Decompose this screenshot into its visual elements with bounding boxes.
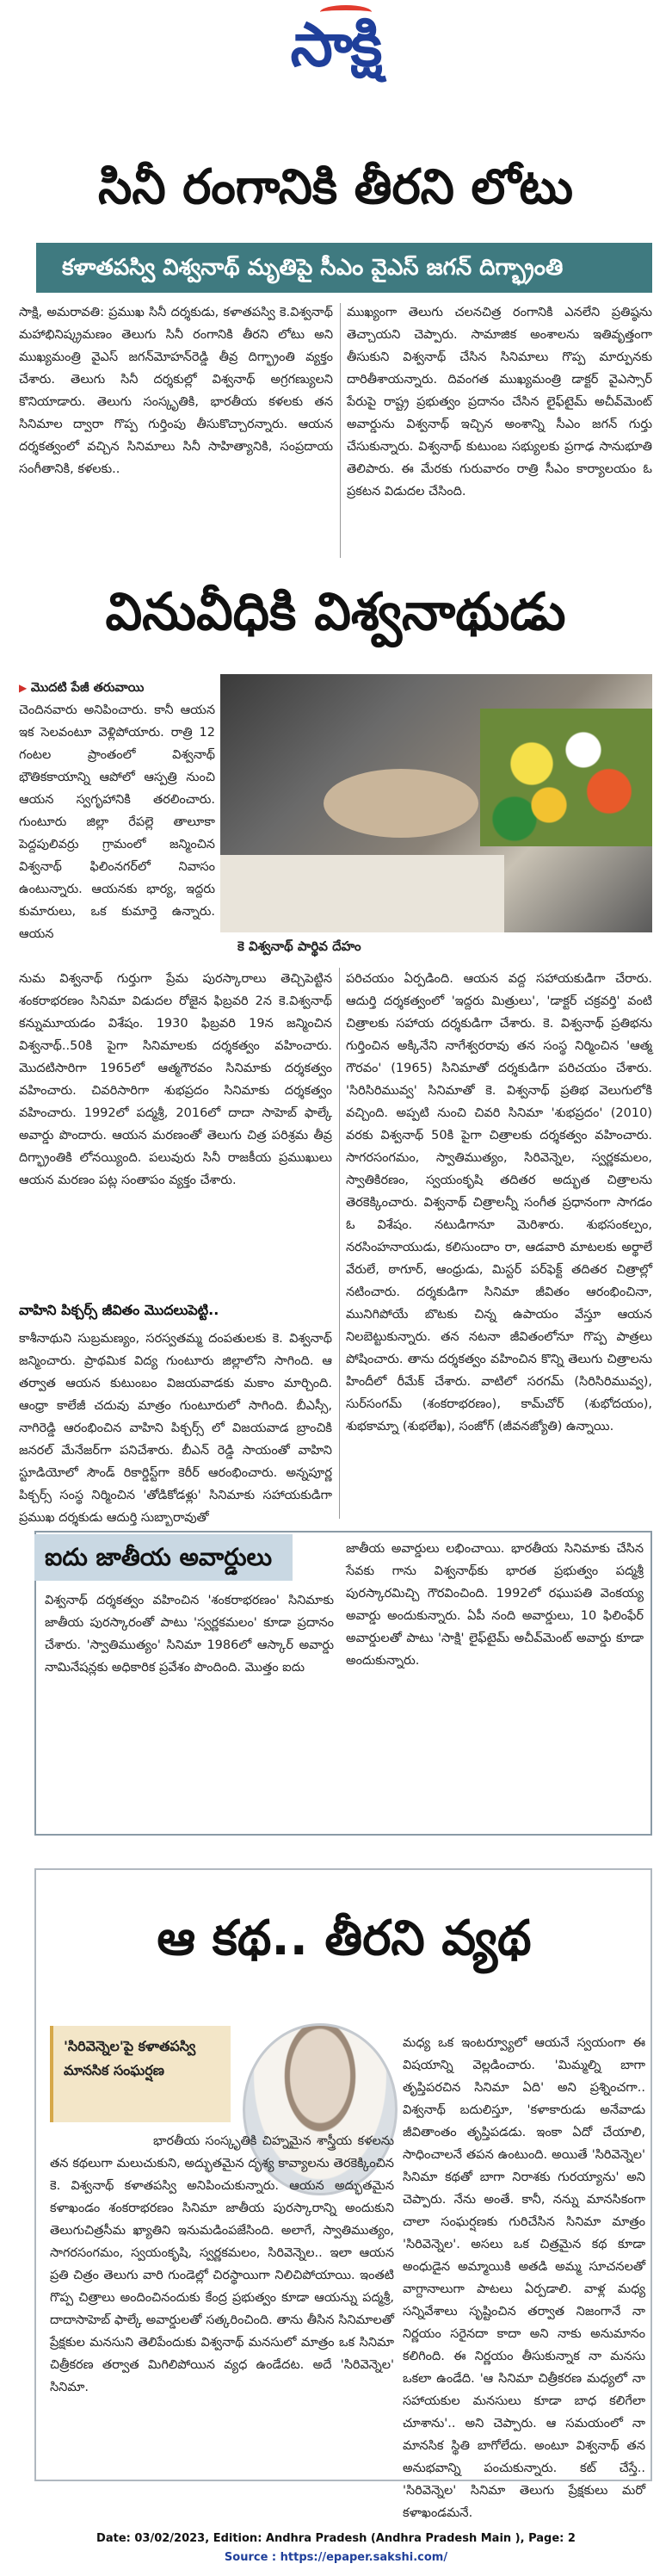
newspaper-logo: సాక్షి	[290, 9, 381, 80]
article1-col2: ముఖ్యంగా తెలుగు చలనచిత్ర రంగానికి ఎనలేని ప్రతిష్ఠను తెచ్చాయని చెప్పారు. సామాజిక అంశాలను ఇతివృత్తంగా తీసుకుని విశ్వనాథ్ చేసిన సినిమాలు గొప్ప మార్పునకు దారితీశాయన్నారు. దివంగత ముఖ్యమంత్రి డాక్టర్ వైఎస్సార్ పేరుపై రాష్ట్ర ప్రభుత్వం ప్రదానం చేసిన లైఫ్‌టైమ్ అచీవ్‌మెంట్ అవార్డును విశ్వనాథ్ ఇచ్చిన అంశాన్ని సీఎం జగన్ గుర్తు చేసుకున్నారు. విశ్వనాథ్ కుటుంబ సభ్యులకు ప్రగాఢ సానుభూతి తెలిపారు. ఈ మేరకు గురువారం రాత్రి సీఎం కార్యాలయం ఓ ప్రకటన విడుదల చేసింది.	[347, 306, 652, 498]
article1-col1: సాక్షి, అమరావతి: ప్రముఖ సినీ దర్శకుడు, కళాతపస్వి కె.విశ్వనాథ్ మహాభినిష్క్రమణం తెలుగు సినీ రంగానికి తీరని లోటు అని ముఖ్యమంత్రి వైఎస్ జగన్‌మోహన్‌రెడ్డి తీవ్ర దిగ్భ్రాంతి వ్యక్తం చేశారు. తెలుగు సినీ దర్శకుల్లో విశ్వనాథ్ అగ్రగణ్యులని కొనియాడారు. తెలుగు సంస్కృతికి, భారతీయ కళలకు తన సినిమాల ద్వారా గొప్ప గుర్తింపు తీసుకొచ్చారన్నారు. ఆయన దర్శకత్వంలో వచ్చిన సినిమాలు సినీ సాహిత్యానికి, సంప్రదాయ సంగీతానికి, కళలకు..	[19, 306, 333, 476]
white-cloth	[220, 855, 504, 932]
footer	[0, 2530, 672, 2576]
story-pull-quote: 'సిరివెన్నెల'పై కళాతపస్వి మానసిక సంఘర్షణ	[50, 2026, 231, 2122]
awards-col-right: జాతీయ అవార్డులు లభించాయి. భారతీయ సినిమాకు చేసిన సేవకు గాను విశ్వనాథ్‌కు భారత ప్రభుత్వం పద్మశ్రీ పురస్కారమిచ్చి గౌరవించింది. 1992లో రఘుపతి వెంకయ్య అవార్డు అందుకున్నారు. ఏపీ నంది అవార్డులు, 10 ఫిలింఫేర్ అవార్డులతో పాటు 'సాక్షి' లైఫ్‌టైమ్ అచీవ్‌మెంట్ అవార్డు కూడా అందుకున్నారు.	[346, 1542, 644, 1668]
lead-marker-label: మొదటి పేజీ తరువాయి	[30, 681, 145, 695]
article2-col-right: పరిచయం ఏర్పడింది. ఆయన వద్ద సహాయకుడిగా చేరారు. ఆదుర్తి దర్శకత్వంలో 'ఇద్దరు మిత్రులు', 'డాక్టర్ చక్రవర్తి' వంటి చిత్రాలకు సహాయ దర్శకుడిగా చేశారు. కె. విశ్వనాథ్ ప్రతిభను గుర్తించిన అక్కినేని నాగేశ్వరరావు తన సంస్థ నిర్మించిన 'ఆత్మ గౌరవం' (1965) సినిమాతో దర్శకుడిగా పరిచయం చేశారు. 'సిరిసిరిమువ్వ' సినిమాతో కె. విశ్వనాథ్ ప్రతిభ వెలుగులోకి వచ్చింది. అప్పటి నుంచి చివరి సినిమా 'శుభప్రదం' (2010) వరకు విశ్వనాథ్ 50కి పైగా చిత్రాలకు దర్శకత్వం వహించారు. సాగరసంగమం, స్వాతిముత్యం, సిరివెన్నెల, స్వర్ణకమలం, స్వాతికిరణం, స్వయంకృషి తదితర అద్భుత చిత్రాలను తెరకెక్కించారు. విశ్వనాథ్ చిత్రాలన్నీ సంగీత ప్రధానంగా సాగడం ఓ విశేషం. నటుడిగానూ మెరిశారు. శుభసంకల్పం, నరసింహనాయుడు, కలిసుందాం రా, ఆడవారి మాటలకు అర్థాలే వేరులే, ఠాగూర్, ఆంధ్రుడు, మిస్టర్ పర్‌ఫెక్ట్ తదితర చిత్రాల్లో నటించారు. దర్శకుడిగా సినిమా జీవితం ఆరంభించినా, మునిగిపోయే బొటకు చిన్న ఉపాయం వేస్తూ ఆయన నిలబెట్టుకున్నారు. తన నటనా జీవితంలోనూ గొప్ప పాత్రలు పోషించారు. తాను దర్శకత్వం వహించిన కొన్ని తెలుగు చిత్రాలను హిందీలో రీమేక్ చేశారు. వాటిలో సరగమ్ (సిరిసిరిమువ్వ), సుర్‌సంగమ్ (శంకరాభరణం), కామ్‌చోర్ (శుభోదయం), శుభకామ్నా (శుభలేఖ), సంజోగ్ (జీవనజ్యోతి) ఉన్నాయి.	[346, 972, 652, 1434]
article2-lead-marker	[19, 677, 217, 699]
subheadline-banner: కళాతపస్వి విశ్వనాథ్ మృతిపై సీఎం వైఎస్ జగన్ దిగ్భ్రాంతి	[36, 243, 652, 293]
masthead	[0, 0, 672, 95]
photo-caption: కె విశ్వనాథ్ పార్థివ దేహం	[237, 938, 361, 954]
story-col-left: భారతీయ సంస్కృతికి చిహ్నమైన శాస్త్రీయ కళలను తన కథలుగా మలుచుకుని, అద్భుతమైన దృశ్య కావ్యాలను తెరకెక్కించిన కె. విశ్వనాథ్ కళాతపస్వి అనిపించుకున్నారు. ఆయన అద్భుతమైన కళాఖండం శంకరాభరణం సినిమా జాతీయ పురస్కారాన్ని అందుకుని తెలుగుచిత్రసీమ ఖ్యాతిని ఇనుమడింపజేసింది. అలాగే, స్వాతిముత్యం, సాగరసంగమం, స్వయంకృషి, స్వర్ణకమలం, సిరివెన్నెల.. ఇలా ఆయన ప్రతి చిత్రం తెలుగు వారి గుండెల్లో చిరస్థాయిగా నిలిచిపోయాయి. ఇంతటి గొప్ప చిత్రాలు అందించినందుకు కేంద్ర ప్రభుత్వం కూడా ఆయన్ను పద్మశ్రీ, దాదాసాహెబ్ ఫాల్కే అవార్డులతో సత్కరించింది. తాను తీసిన సినిమాలతో ప్రేక్షకుల మనసుని తెలిపేందుకు విశ్వనాథ్ మనసులో మాత్రం ఒక సినిమా చిత్రీకరణ తర్వాత మిగిలిపోయిన వ్యధ ఉండేదట. అదే 'సిరివెన్నెల' సినిమా.	[50, 2134, 394, 2394]
article2-col-left2: కాశీనాథుని సుబ్రమణ్యం, సరస్వతమ్మ దంపతులకు కె. విశ్వనాథ్ జన్మించారు. ప్రాథమిక విద్య గుంటూరు జిల్లాలోని సాగింది. ఆ తర్వాత ఆయన కుటుంబం విజయవాడకు మకాం మార్చింది. ఆంధ్రా కాలేజీ చదువు మాత్రం గుంటూరులో సాగింది. బీఎస్సీ, నాగిరెడ్డి ఆరంభించిన వాహిని పిక్చర్స్ లో విజయవాడ బ్రాంచికి జనరల్ మేనేజర్‌గా పనిచేశారు. బీఎన్ రెడ్డి సాయంతో వాహిని స్టూడియోలో సౌండ్ రికార్డిస్ట్‌గా కెరీర్ ఆరంభించారు. అన్నపూర్ణ పిక్చర్స్ సంస్థ నిర్మించిన 'తోడికోడళ్లు' సినిమాకు సహాయకుడిగా ప్రముఖ దర్శకుడు ఆదుర్తి సుబ్బారావుతో	[19, 1332, 332, 1525]
arrow-marker-icon: ▶	[19, 682, 28, 694]
story-headline: ఆ కథ.. తీరని వ్యథ	[157, 1910, 532, 1966]
story-col-right: మధ్య ఒక ఇంటర్వ్యూలో ఆయనే స్వయంగా ఈ విషయాన్ని వెల్లడించారు. 'మిమ్మల్ని బాగా తృప్తిపరచిన సినిమా ఏది' అని ప్రశ్నించగా.. విశ్వనాథ్ బదులిస్తూ, 'కళాకారుడు అనేవాడు జీవితాంతం తృప్తిపడడు. ఇంకా ఏదో చేయాలి, సాధించాలనే తపన ఉంటుంది. అయితే 'సిరివెన్నెల' సినిమా కథతో బాగా నిరాశకు గురయ్యాను' అని చెప్పారు. నేను అంతే. కానీ, నన్ను మానసికంగా చాలా సంఘర్షణకు గురిచేసిన సినిమా మాత్రం 'సిరివెన్నెల'. అసలు ఒక చిత్రమైన కథ కూడా అంధుడైన అమ్మాయికి అతడి అమ్మ సూచనలతో వాగ్దానాలుగా పాటలు ఏర్పడాలి. వాళ్ల మధ్య సన్నివేశాలు సృష్టించిన తర్వాత నిజంగానే నా నిర్ణయం సరైనదా కాదా అని నాకు అనుమానం కలిగింది. ఈ నిర్ణయం తీసుకున్నాక నా మనసు ఒకలా ఉండేది. 'ఆ సినిమా చిత్రీకరణ మధ్యలో నా సహాయకుల మనసులు కూడా బాధ కలిగేలా చూశాను'.. అని చెప్పారు. ఆ సమయంలో నా మానసిక స్థితి బాగోలేదు. అంటూ విశ్వనాథ్ తన అనుభవాన్ని పంచుకున్నారు. కట్ చేస్తే.. 'సిరివెన్నెల' సినిమా తెలుగు ప్రేక్షకులు మరో కళాఖండమనే.	[403, 2036, 645, 2520]
column-divider	[340, 303, 341, 558]
column-divider	[339, 968, 340, 1519]
footer-date-line: Date: 03/02/2023, Edition: Andhra Pradesh (Andhra Pradesh Main ), Page: 2	[96, 2532, 576, 2545]
flower-garland	[480, 709, 652, 846]
article2-col-left: నుమ విశ్వనాథ్ గుర్తుగా ప్రేమ పురస్కారాలు తెచ్చిపెట్టిన శంకరాభరణం సినిమా విడుదల రోజైన ఫిబ్రవరి 2న కె.విశ్వనాథ్ కన్నుమూయడం విశేషం. 1930 ఫిబ్రవరి 19న జన్మించిన విశ్వనాథ్..50కి పైగా సినిమాలకు దర్శకత్వం వహించారు. మొదటిసారిగా 1965లో ఆత్మగౌరవం సినిమాకు దర్శకత్వం వహించారు. చివరిసారిగా శుభప్రదం సినిమాకు దర్శకత్వం వహించారు. 1992లో పద్మశ్రీ, 2016లో దాదా సాహెబ్ ఫాల్కే అవార్డు పొందారు. ఆయన మరణంతో తెలుగు చిత్ర పరిశ్రమ తీవ్ర దిగ్భ్రాంతికి లోనయ్యింది. పలువురు సినీ రాజకీయ ప్రముఖులు ఆయన మరణం పట్ల సంతాపం వ్యక్తం చేశారు.	[19, 972, 332, 1187]
funeral-photo	[220, 674, 652, 932]
subhead-vahini: వాహిని పిక్చర్స్ జీవితం మొదలుపెట్టి..	[19, 1302, 219, 1318]
awards-col-left: విశ్వనాథ్ దర్శకత్వం వహించిన 'శంకరాభరణం' సినిమాకు జాతీయ పురస్కారంతో పాటు 'స్వర్ణకమలం' కూడా ప్రదానం చేశారు. 'స్వాతిముత్యం' సినిమా 1986లో ఆస్కార్ అవార్డు నామినేషన్లకు అధికారిక ప్రవేశం పొందింది. మొత్తం ఐదు	[45, 1594, 334, 1675]
headline-main: సినీ రంగానికి తీరని లోటు	[98, 159, 573, 215]
headline-second: వినువీధికి విశ్వనాథుడు	[105, 582, 566, 642]
awards-title: ఐదు జాతీయ అవార్డులు	[45, 1543, 273, 1571]
footer-source-link[interactable]: Source : https://epaper.sakshi.com/	[224, 2551, 448, 2564]
article2-col-top: చెందినవారు అనిపించారు. కానీ ఆయన ఇక సెలవంటూ వెళ్లిపోయారు. రాత్రి 12 గంటల ప్రాంతంలో విశ్వనాథ్ భౌతికకాయాన్ని ఆపోలో ఆస్పత్రి నుంచి ఆయన స్వగృహానికి తరలించారు. గుంటూరు జిల్లా రేపల్లె తాలూకా పెద్దపులివర్రు గ్రామంలో జన్మించిన విశ్వనాథ్ ఫిలింనగర్‌లో నివాసం ఉంటున్నారు. ఆయనకు భార్య, ఇద్దరు కుమారులు, ఒక కుమార్తె ఉన్నారు. ఆయన	[19, 703, 215, 941]
portrait-face	[324, 769, 478, 838]
